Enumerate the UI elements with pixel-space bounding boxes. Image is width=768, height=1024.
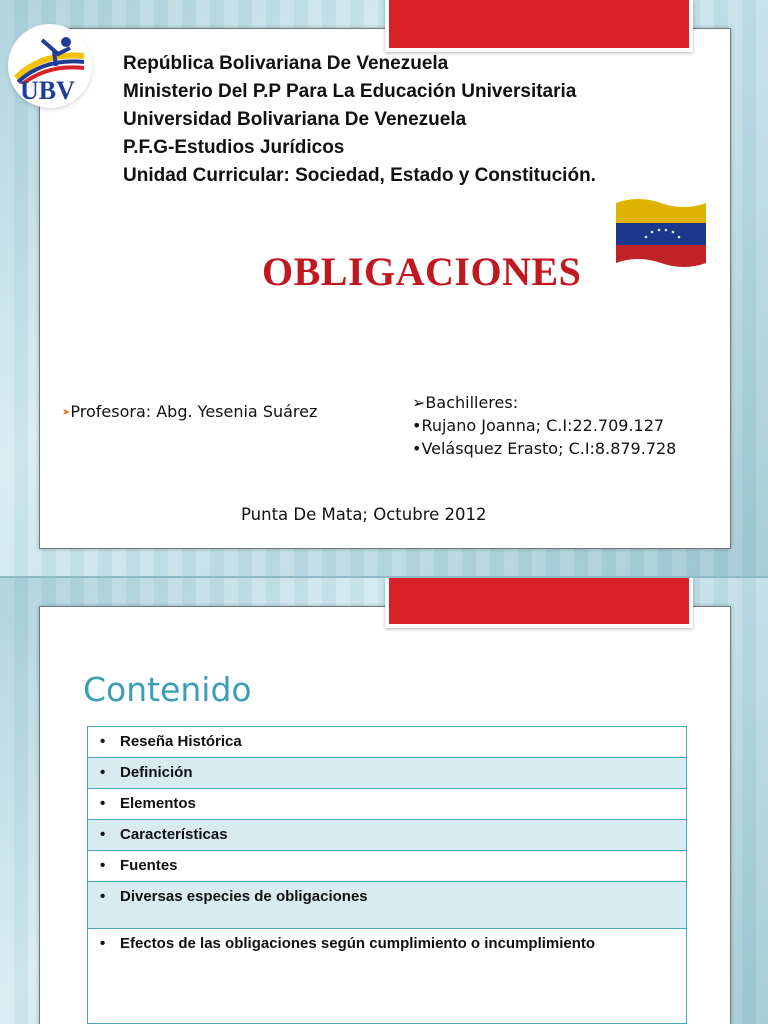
table-row: • Reseña Histórica (88, 727, 686, 758)
contents-title: Contenido (83, 670, 252, 709)
student-entry: •Velásquez Erasto; C.I:8.879.728 (412, 439, 677, 458)
professor-info (62, 402, 317, 421)
ubv-logo-icon (8, 24, 92, 108)
bullet-icon: • (100, 888, 106, 905)
table-row: • Diversas especies de obligaciones (88, 882, 686, 929)
table-row: • Elementos (88, 789, 686, 820)
contents-table (87, 726, 687, 1024)
header-line: P.F.G-Estudios Jurídicos (123, 137, 345, 158)
table-row: • Efectos de las obligaciones según cumplimiento o incumplimiento (88, 929, 686, 1023)
contents-slide (0, 576, 768, 1024)
institution-header (123, 50, 596, 190)
header-line: Universidad Bolivariana De Venezuela (123, 109, 467, 130)
bullet-icon: • (100, 935, 106, 952)
bullet-icon: • (100, 764, 106, 781)
student-entry: •Rujano Joanna; C.I:22.709.127 (412, 416, 665, 435)
venezuela-flag-icon (614, 197, 708, 271)
page-title: OBLIGACIONES (262, 249, 582, 294)
students-heading: ➢Bachilleres: (412, 393, 519, 412)
bullet-icon: • (100, 857, 106, 874)
bullet-icon: • (100, 826, 106, 843)
table-row: • Características (88, 820, 686, 851)
bullet-icon: • (100, 795, 106, 812)
header-line: República Bolivariana De Venezuela (123, 53, 449, 74)
header-line: Unidad Curricular: Sociedad, Estado y Constitución. (123, 165, 596, 186)
bullet-icon: • (100, 733, 106, 750)
table-row: • Definición (88, 758, 686, 789)
arrow-bullet-icon: ➢ (412, 393, 426, 412)
red-header-band (385, 0, 693, 52)
table-row: • Fuentes (88, 851, 686, 882)
red-header-band (385, 578, 693, 628)
students-info (412, 391, 676, 460)
header-line: Ministerio Del P.P Para La Educación Universitaria (123, 81, 577, 102)
logo-text: UBV (20, 76, 75, 105)
arrow-bullet-icon: ➤ (62, 407, 71, 418)
professor-label: Profesora: Abg. Yesenia Suárez (70, 402, 318, 421)
place-date: Punta De Mata; Octubre 2012 (241, 505, 487, 524)
